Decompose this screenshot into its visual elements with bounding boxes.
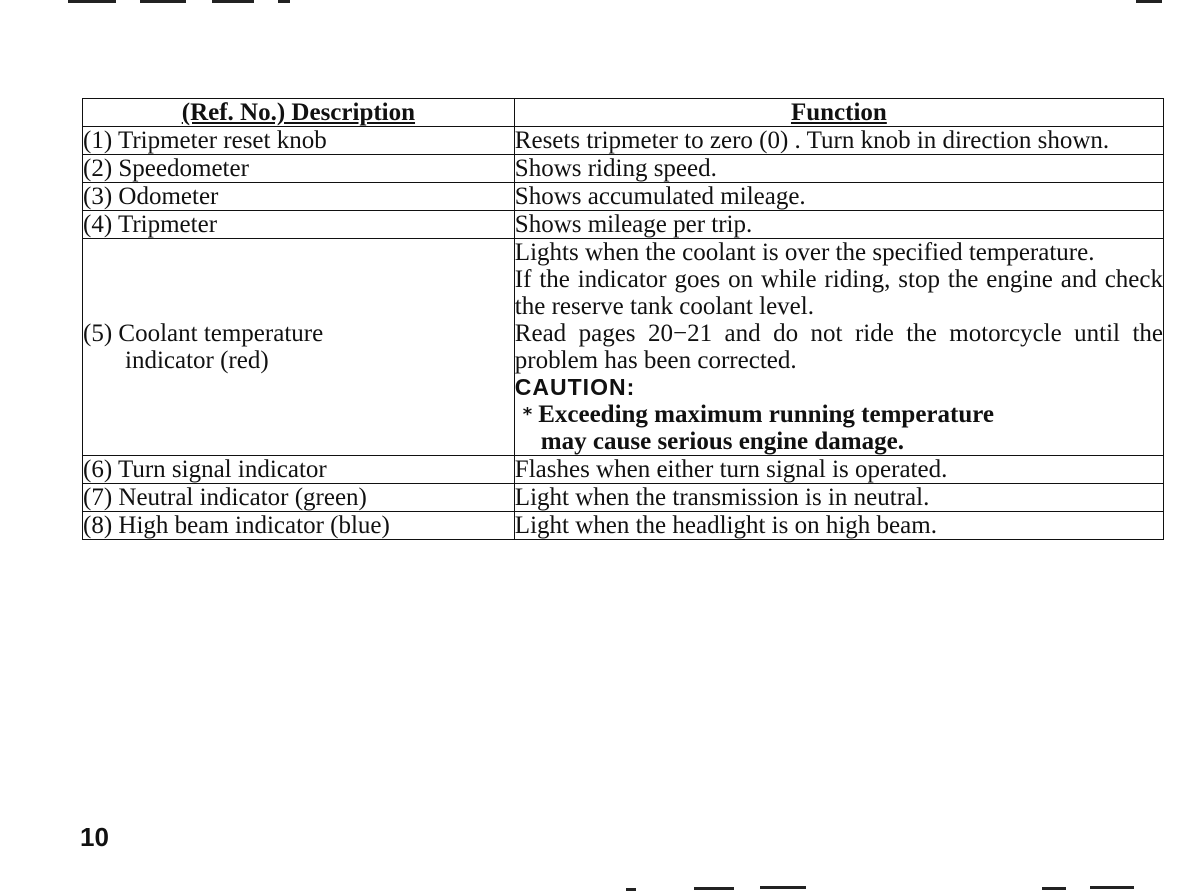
page-number: 10: [80, 822, 109, 852]
header-description: (Ref. No.) Description: [83, 99, 515, 127]
row-function: Shows riding speed.: [514, 155, 1163, 183]
table-row: [83, 239, 1164, 456]
table-row: [83, 456, 1164, 484]
row-function: Resets tripmeter to zero (0) . Turn knob in direction shown.: [514, 127, 1163, 155]
function-paragraph: Lights when the coolant is over the specified temperature.: [514, 239, 1095, 266]
scan-mark: [1042, 887, 1066, 890]
description-line: indicator (red): [125, 347, 269, 374]
row-description: (2) Speedometer: [83, 155, 515, 183]
scan-mark: [212, 0, 254, 3]
row-function: Shows accumulated mileage.: [514, 183, 1163, 211]
scan-mark: [1136, 0, 1162, 3]
caution-text: [515, 401, 1163, 428]
scan-mark: [1090, 886, 1134, 889]
indicator-function-table: [82, 98, 1164, 540]
row-description: [83, 239, 515, 456]
function-paragraph: Read pages 20−21 and do not ride the motorcycle until the problem has been corrected.: [514, 320, 1163, 374]
scan-mark: [278, 0, 290, 3]
scan-mark: [760, 886, 806, 889]
table-row: [83, 512, 1164, 540]
row-function: Flashes when either turn signal is operated.: [514, 456, 1163, 484]
table-row: [83, 211, 1164, 239]
header-function: Function: [514, 99, 1163, 127]
row-description: (4) Tripmeter: [83, 211, 515, 239]
row-description: (6) Turn signal indicator: [83, 456, 515, 484]
row-description: (1) Tripmeter reset knob: [83, 127, 515, 155]
caution-line: Exceeding maximum running temperature: [538, 401, 994, 428]
row-description: (8) High beam indicator (blue): [83, 512, 515, 540]
row-function: Light when the headlight is on high beam.: [514, 512, 1163, 540]
scan-mark: [68, 0, 116, 3]
caution-line: may cause serious engine damage.: [540, 428, 904, 455]
table-row: [83, 127, 1164, 155]
row-function: Light when the transmission is in neutral.: [514, 484, 1163, 512]
row-function: [514, 239, 1163, 456]
row-description: (3) Odometer: [83, 183, 515, 211]
table-row: [83, 155, 1164, 183]
scan-mark: [140, 0, 186, 3]
table-header-row: [83, 99, 1164, 127]
scan-mark: [626, 888, 636, 891]
row-description: (7) Neutral indicator (green): [83, 484, 515, 512]
asterisk-bullet: *: [522, 404, 533, 425]
scan-mark: [694, 887, 734, 890]
caution-label: CAUTION:: [514, 374, 636, 400]
row-function: Shows mileage per trip.: [514, 211, 1163, 239]
table-row: [83, 183, 1164, 211]
table-row: [83, 484, 1164, 512]
function-paragraph: If the indicator goes on while riding, stop the engine and check the reserve tank coolant level.: [514, 266, 1163, 320]
description-line: (5) Coolant temperature: [83, 320, 324, 347]
